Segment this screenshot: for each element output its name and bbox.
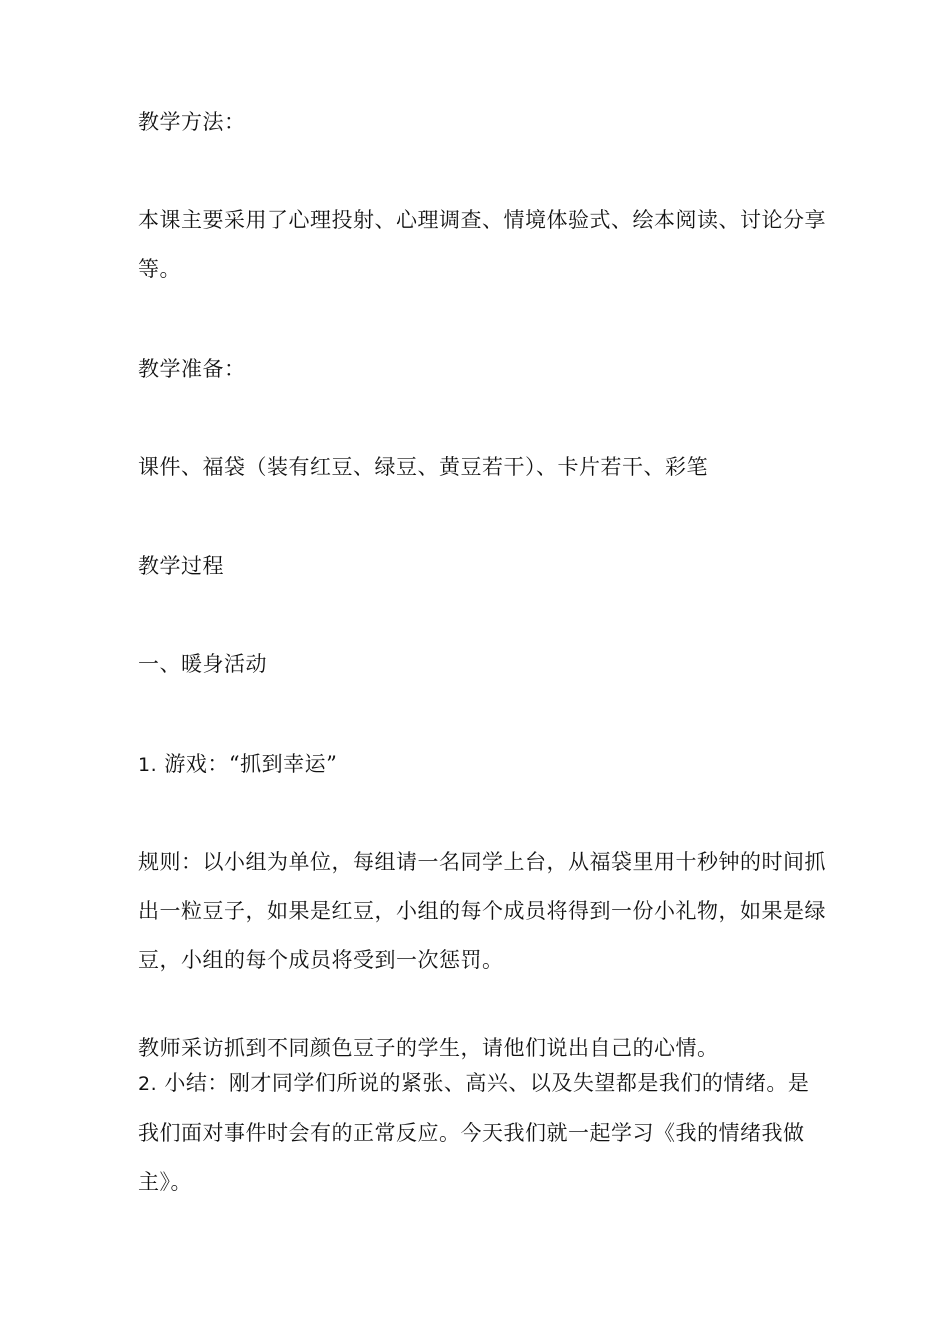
list-item-game — [138, 740, 828, 790]
interview-paragraph: 教师采访抓到不同颜色豆子的学生，请他们说出自己的心情。 — [138, 1036, 719, 1060]
list-item-text: 游戏：“抓到幸运” — [164, 752, 338, 776]
prep-heading: 教学准备： — [138, 357, 246, 381]
process-heading: 教学过程 — [138, 554, 224, 578]
method-heading: 教学方法： — [138, 110, 246, 134]
list-number: 1. — [138, 754, 158, 776]
list-item-text: 小结：刚才同学们所说的紧张、高兴、以及失望都是我们的情绪。是我们面对事件时会有的正常反应。今天我们就一起学习《我的情绪我做主》。 — [138, 1071, 810, 1194]
prep-body: 课件、福袋（装有红豆、绿豆、黄豆若干）、卡片若干、彩笔 — [138, 455, 708, 479]
list-number: 2. — [138, 1073, 158, 1095]
section-heading-warmup: 一、暖身活动 — [138, 652, 267, 676]
rules-paragraph: 规则：以小组为单位，每组请一名同学上台，从福袋里用十秒钟的时间抓出一粒豆子，如果是红豆，小组的每个成员将得到一份小礼物，如果是绿豆，小组的每个成员将受到一次惩罚。 — [138, 850, 826, 972]
list-item-summary — [138, 1059, 828, 1207]
method-body: 本课主要采用了心理投射、心理调查、情境体验式、绘本阅读、讨论分享等。 — [138, 208, 826, 281]
